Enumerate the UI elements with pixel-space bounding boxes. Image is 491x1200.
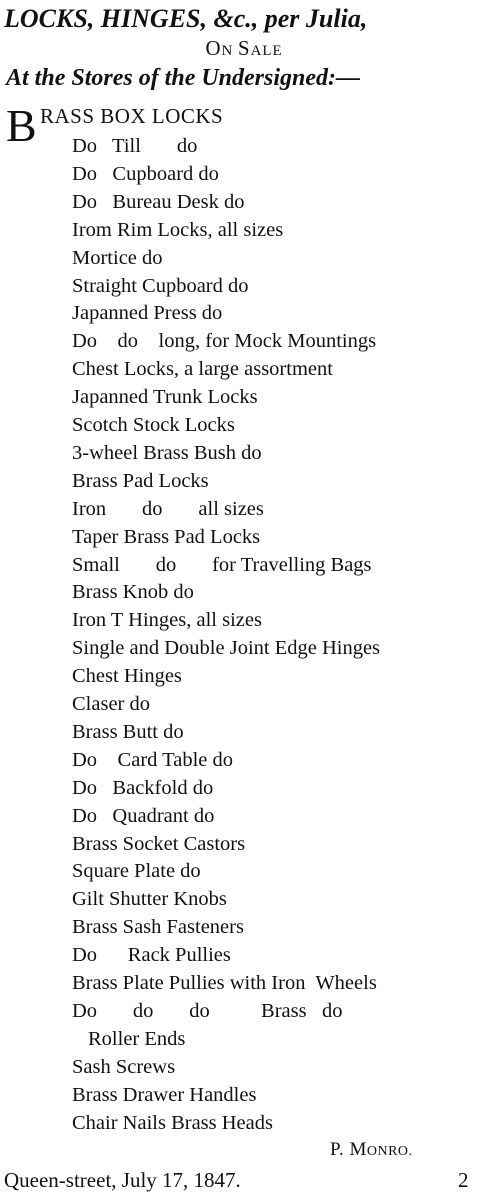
page-number: 2: [458, 1168, 469, 1192]
merchant-signature: P. MONRO.: [330, 1139, 413, 1160]
list-item: Brass Drawer Handles: [72, 1083, 257, 1106]
list-item: Iron do all sizes: [72, 497, 264, 520]
list-item: Irom Rim Locks, all sizes: [72, 218, 284, 241]
list-item: Chest Hinges: [72, 665, 182, 688]
list-item: Straight Cupboard do: [72, 274, 249, 297]
list-item: Brass Socket Castors: [72, 832, 246, 855]
list-item: Japanned Press do: [72, 302, 223, 325]
list-item: Do Quadrant do: [72, 804, 215, 827]
list-item: 3-wheel Brass Bush do: [72, 441, 262, 464]
list-item: Mortice do: [72, 246, 163, 269]
advertisement-title: LOCKS, HINGES, &c., per Julia,: [4, 4, 368, 33]
stores-heading: At the Stores of the Undersigned:—: [6, 65, 361, 91]
list-item: Japanned Trunk Locks: [72, 386, 258, 409]
list-item: Scotch Stock Locks: [72, 414, 235, 436]
list-item: Do do long, for Mock Mountings: [72, 330, 377, 353]
list-item: Iron T Hinges, all sizes: [72, 609, 262, 632]
list-item: Do Cupboard do: [72, 162, 219, 185]
list-item: Gilt Shutter Knobs: [72, 888, 227, 911]
list-item: Do do do Brass do: [72, 999, 343, 1022]
list-item: Do Rack Pullies: [72, 944, 231, 967]
list-item: Brass Knob do: [72, 581, 194, 604]
list-item: Sash Screws: [72, 1055, 176, 1078]
list-item: Chair Nails Brass Heads: [72, 1111, 273, 1134]
list-item: Taper Brass Pad Locks: [72, 525, 261, 548]
list-item: Do Bureau Desk do: [72, 190, 245, 213]
list-item: Square Plate do: [72, 860, 201, 883]
list-item: Small do for Travelling Bags: [72, 553, 372, 576]
list-item: Brass Pad Locks: [72, 469, 209, 492]
list-item: Do Card Table do: [72, 748, 234, 771]
drop-cap: B: [6, 100, 37, 151]
first-list-item: RASS BOX LOCKS: [40, 104, 224, 128]
place-and-date: Queen-street, July 17, 1847.: [4, 1168, 241, 1192]
list-item: Do Backfold do: [72, 776, 214, 799]
list-item: Brass Sash Fasteners: [72, 916, 244, 939]
on-sale-subheading: ON SALE: [205, 36, 283, 60]
list-item: Claser do: [72, 693, 150, 715]
list-item: Brass Plate Pullies with Iron Wheels: [72, 972, 377, 994]
list-item: Brass Butt do: [72, 720, 184, 743]
list-item: Single and Double Joint Edge Hinges: [72, 637, 381, 660]
list-item: Chest Locks, a large assortment: [72, 358, 333, 381]
list-item: Roller Ends: [88, 1027, 186, 1050]
list-item: Do Till do: [72, 135, 198, 157]
